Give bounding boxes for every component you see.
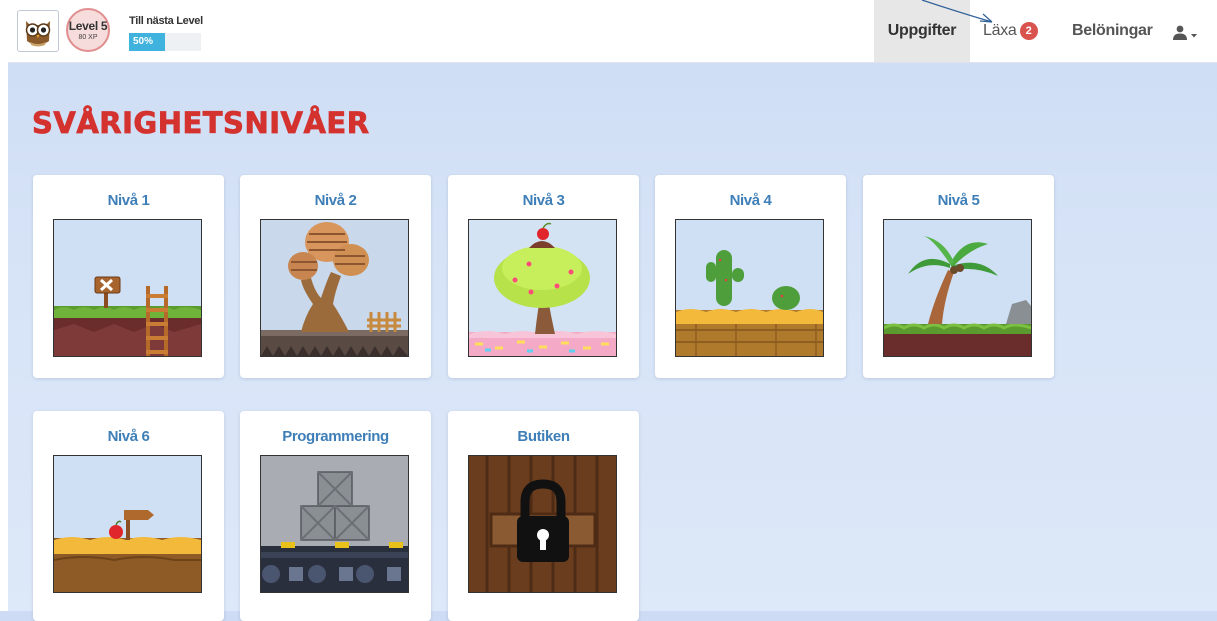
page-title: SVÅRIGHETSNIVÅER — [32, 106, 370, 140]
level-card-3[interactable] — [448, 175, 639, 378]
top-navbar — [8, 0, 1217, 63]
next-level-label: Till nästa Level — [129, 15, 203, 27]
owl-avatar-icon[interactable] — [17, 10, 59, 52]
level-card-6[interactable] — [33, 411, 224, 621]
level-card-title: Nivå 4 — [729, 192, 772, 209]
level-card-title: Nivå 2 — [314, 192, 357, 209]
level-label: Level 5 — [68, 19, 108, 33]
level-card-5[interactable] — [863, 175, 1054, 378]
level-thumbnail — [53, 219, 202, 357]
level-thumbnail — [883, 219, 1032, 357]
user-menu[interactable] — [1170, 0, 1210, 62]
user-icon — [1173, 26, 1187, 40]
level-card-title: Nivå 5 — [937, 192, 980, 209]
level-thumbnail — [260, 455, 409, 593]
level-card-title: Programmering — [282, 428, 389, 445]
level-thumbnail — [675, 219, 824, 357]
nav-homework[interactable] — [983, 0, 1038, 62]
level-card-4[interactable] — [655, 175, 846, 378]
level-progress-fill: 50% — [129, 33, 165, 51]
level-card-shop[interactable] — [448, 411, 639, 621]
level-card-title: Nivå 1 — [107, 192, 150, 209]
left-edge — [0, 0, 8, 611]
nav-tasks[interactable]: Uppgifter — [874, 0, 970, 62]
level-thumbnail — [53, 455, 202, 593]
xp-label: 80 XP — [78, 34, 98, 41]
level-card-title: Nivå 6 — [107, 428, 150, 445]
level-card-1[interactable] — [33, 175, 224, 378]
level-badge — [66, 8, 110, 52]
level-card-programming[interactable] — [240, 411, 431, 621]
nav-homework-label: Läxa — [983, 22, 1017, 39]
level-progress-bar — [129, 33, 201, 51]
caret-down-icon — [1191, 34, 1197, 38]
level-card-title: Nivå 3 — [522, 192, 565, 209]
level-card-2[interactable] — [240, 175, 431, 378]
level-thumbnail — [468, 455, 617, 593]
level-card-title: Butiken — [517, 428, 570, 445]
homework-count-badge: 2 — [1020, 22, 1038, 40]
level-thumbnail — [468, 219, 617, 357]
nav-rewards[interactable]: Belöningar — [1072, 22, 1153, 39]
level-thumbnail — [260, 219, 409, 357]
